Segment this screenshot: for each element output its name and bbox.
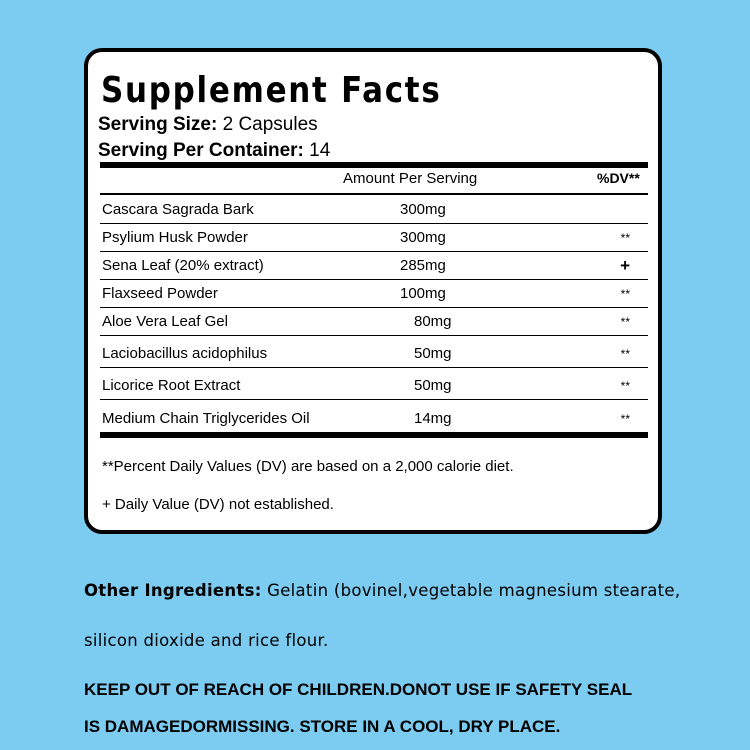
ingredient-amount: 285mg <box>400 257 446 274</box>
ingredient-row <box>100 368 648 400</box>
ingredient-row <box>100 308 648 336</box>
servings-per-container-value: 14 <box>309 140 331 161</box>
ingredient-amount: 50mg <box>414 345 452 362</box>
ingredient-row <box>100 252 648 280</box>
ingredient-name: Sena Leaf (20% extract) <box>102 257 264 274</box>
other-ingredients-text: Gelatin (bovinel,vegetable magnesium stearate, <box>267 581 681 601</box>
serving-size-label: Serving Size: <box>98 114 218 135</box>
other-ingredients-line1 <box>84 581 680 601</box>
ingredient-name: Flaxseed Powder <box>102 285 218 302</box>
plus-footnote: + Daily Value (DV) not established. <box>102 496 334 513</box>
ingredient-dv: ** <box>620 315 630 329</box>
serving-size-value: 2 Capsules <box>222 114 318 135</box>
ingredient-dv: ** <box>620 379 630 393</box>
facts-title: Supplement Facts <box>101 70 442 111</box>
thick-divider-top <box>100 162 648 168</box>
ingredient-amount: 100mg <box>400 285 446 302</box>
header-divider <box>100 193 648 195</box>
ingredient-dv: ** <box>620 287 630 301</box>
warning-line2: IS DAMAGEDORMISSING. STORE IN A COOL, DRY PLACE. <box>84 717 561 736</box>
ingredient-amount: 80mg <box>414 313 452 330</box>
ingredient-dv: ** <box>620 412 630 426</box>
ingredient-name: Medium Chain Triglycerides Oil <box>102 410 310 427</box>
ingredient-row <box>100 336 648 368</box>
dv-footnote: **Percent Daily Values (DV) are based on a 2,000 calorie diet. <box>102 458 514 475</box>
ingredient-name: Cascara Sagrada Bark <box>102 201 254 218</box>
ingredient-row <box>100 400 648 432</box>
ingredient-amount: 300mg <box>400 201 446 218</box>
ingredient-dv: ** <box>620 231 630 245</box>
other-ingredients-label: Other Ingredients: <box>84 581 262 601</box>
ingredient-row <box>100 224 648 252</box>
ingredient-name: Laciobacillus acidophilus <box>102 345 268 362</box>
ingredient-dv: + <box>620 256 630 275</box>
ingredient-name: Licorice Root Extract <box>102 377 241 394</box>
ingredient-amount: 14mg <box>414 410 452 427</box>
dv-column-header: %DV** <box>597 170 640 186</box>
ingredient-name: Psylium Husk Powder <box>102 229 248 246</box>
servings-per-container-label: Serving Per Container: <box>98 140 304 161</box>
ingredient-dv: ** <box>620 347 630 361</box>
serving-size <box>98 114 318 136</box>
other-ingredients-line2: silicon dioxide and rice flour. <box>84 631 329 651</box>
ingredient-row <box>100 280 648 308</box>
ingredient-row <box>100 196 648 224</box>
warning-line1: KEEP OUT OF REACH OF CHILDREN.DONOT USE IF SAFETY SEAL <box>84 680 633 699</box>
ingredient-name: Aloe Vera Leaf Gel <box>102 313 228 330</box>
ingredient-amount: 50mg <box>414 377 452 394</box>
amount-column-header: Amount Per Serving <box>343 170 478 187</box>
servings-per-container <box>98 140 330 162</box>
ingredient-amount: 300mg <box>400 229 446 246</box>
thick-divider-bottom <box>100 432 648 438</box>
